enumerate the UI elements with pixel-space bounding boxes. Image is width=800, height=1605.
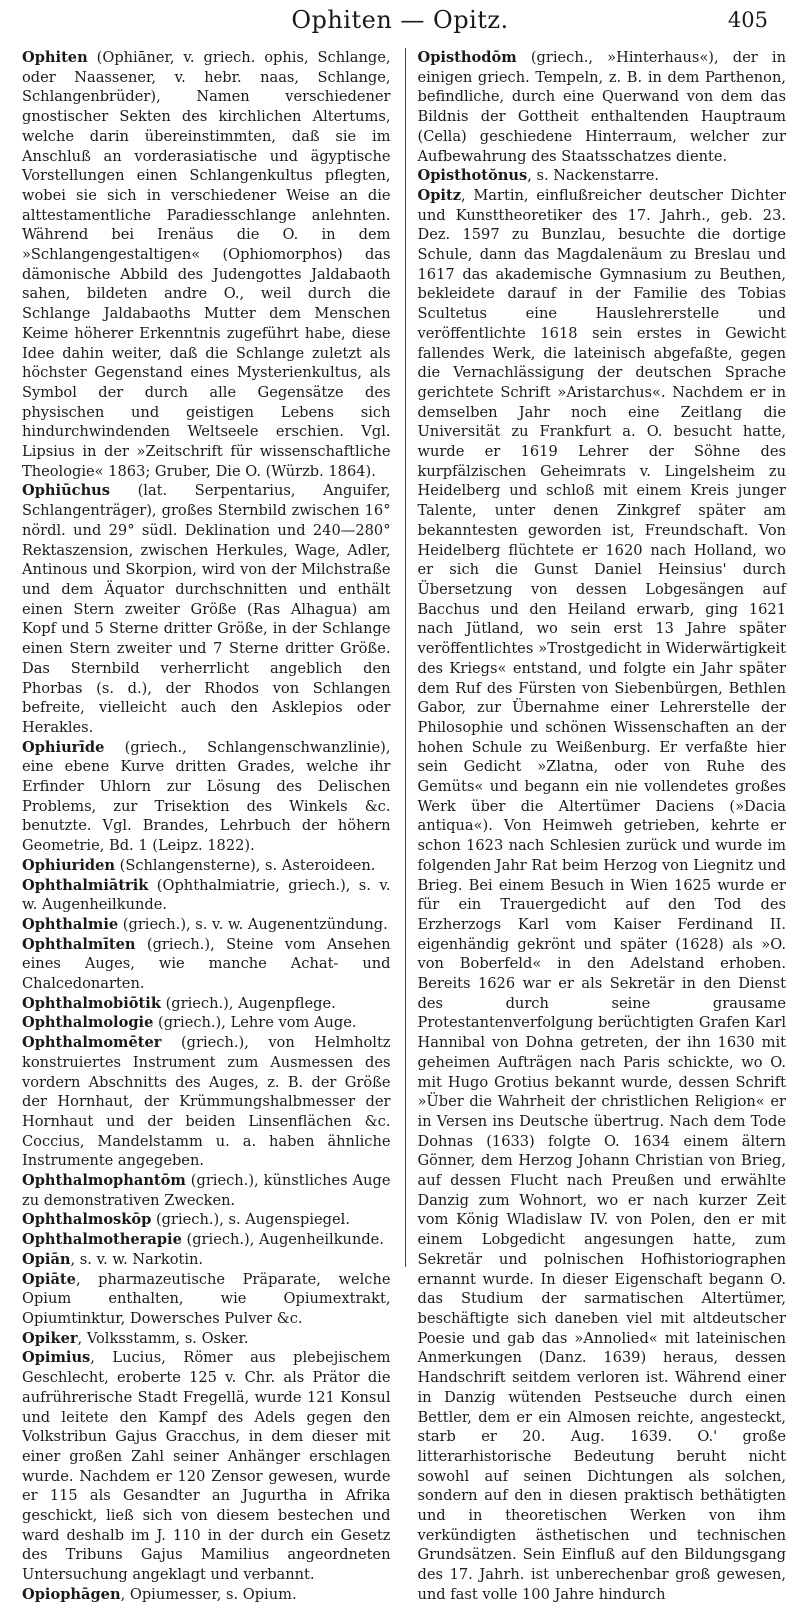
entry-headword: Ophthalmotherapie — [22, 1231, 182, 1249]
entry-headword: Opisthodōm — [417, 49, 517, 66]
entry-headword: Opisthotŏnus — [417, 167, 528, 185]
entry-text: (griech.), s. v. w. Augenentzündung. — [118, 915, 388, 933]
entry-headword: Ophthalmologie — [22, 1014, 154, 1032]
running-title: Ophiten — Opitz. — [291, 6, 509, 34]
entry-headword: Opitz — [417, 186, 461, 204]
entry-text: (Ophiāner, v. griech. ophis, Schlange, oder Naassener, v. hebr. naas, Schlange, Schlangenbrüder), Namen verschiedener gnostischer Sekten des kirchlichen Altertums, welche darin übereinstimmten, daß sie im Anschluß an vorderasiatische und ägyptische Vorstellungen einen Schlangenkultus pflegten, wobei sie sich in verschiedener Weise an die alttestamentliche Paradiesschlange anlehnten. Während bei Irenäus die O. in dem »Schlangengestaltigen« (Ophiomorphos) das dämonische Abbild des Judengottes Jaldabaoth sahen, bildeten andre O., weil durch die Schlange Jaldabaoths Mutter dem Menschen Keime höherer Erkenntnis zugeführt habe, diese Idee dahin weiter, daß die Schlange zuletzt als höchster Gegenstand eines Mysterienkultus, als Symbol der durch alle Gegensätze des physischen und geistigen Lebens sich hindurchwindenden Weltseele erschien. Vgl. Lipsius in der »Zeitschrift für wissenschaftliche Theologie« 1863; Gruber, Die O. (Würzb. 1864). — [22, 49, 391, 480]
dictionary-entry — [22, 48, 391, 481]
entry-text: , s. Nackenstarre. — [527, 167, 660, 185]
dictionary-entry — [22, 1329, 391, 1349]
dictionary-entry — [22, 1270, 391, 1329]
dictionary-entry — [418, 166, 787, 186]
entry-text: (griech.), Lehre vom Auge. — [153, 1014, 357, 1032]
entry-text: (Ophthalmiatrie, griech.), s. v. w. Augenheilkunde. — [22, 876, 391, 914]
entry-headword: Opiophāgen — [22, 1585, 121, 1603]
dictionary-entry — [22, 994, 391, 1014]
entry-headword: Opiāte — [22, 1270, 76, 1288]
entry-headword: Ophthalmophantōm — [22, 1172, 186, 1190]
entry-text: (griech.), s. Augenspiegel. — [151, 1211, 350, 1229]
page-header — [22, 0, 778, 42]
entry-headword: Ophiurīde — [22, 738, 105, 756]
entry-headword: Ophthalmie — [22, 915, 119, 933]
entry-headword: Ophiūchus — [22, 482, 111, 500]
dictionary-entry — [22, 738, 391, 856]
entry-text: , s. v. w. Narkotin. — [70, 1250, 204, 1268]
left-column — [22, 48, 391, 1603]
entry-text: (griech.), von Helmholtz konstruiertes Instrument zum Ausmessen des vordern Abschnitts des Auges, z. B. der Größe der Hornhaut, der Krümmungshalbmesser der Hornhaut und der beiden Linsenflächen &c. Coccius, Mandelstamm u. a. haben ähnliche Instrumente angegeben. — [22, 1034, 391, 1170]
dictionary-entry — [22, 915, 391, 935]
entry-headword: Opiān — [22, 1250, 71, 1268]
entry-headword: Ophthalmiātrik — [22, 876, 149, 894]
entry-headword: Ophthalmīten — [22, 935, 136, 953]
entry-text: , Opiumesser, s. Opium. — [120, 1585, 297, 1603]
dictionary-entry — [418, 48, 787, 166]
entry-headword: Ophthalmobiōtik — [22, 994, 161, 1012]
dictionary-entry — [22, 1171, 391, 1210]
entry-text: (griech.), Augenheilkunde. — [181, 1231, 384, 1249]
two-column-body — [22, 48, 786, 1603]
dictionary-entry — [22, 1250, 391, 1270]
dictionary-entry — [22, 1013, 391, 1033]
entry-text: (griech.), Steine vom Ansehen eines Auges, wie manche Achat- und Chalcedonarten. — [22, 935, 391, 993]
entry-text: (griech.), Augenpflege. — [160, 994, 336, 1012]
entry-text: (griech., Schlangenschwanzlinie), eine ebene Kurve dritten Grades, welche ihr Erfinder Uhlorn zur Lösung des Delischen Problems, zur Trisektion des Winkels &c. benutzte. Vgl. Brandes, Lehrbuch der höhern Geometrie, Bd. 1 (Leipz. 1822). — [22, 738, 391, 855]
entry-text: (lat. Serpentarius, Anguifer, Schlangenträger), großes Sternbild zwischen 16° nördl. und 29° südl. Deklination und 240—280° Rektaszension, zwischen Herkules, Wage, Adler, Antinous und Skorpion, wird von der Milchstraße und dem Äquator durchschnitten und enthält einen Stern zweiter Größe (Ras Alhagua) am Kopf und 5 Sterne dritter Größe, in der Schlange einen Stern zweiter und 7 Sterne dritter Größe. Das Sternbild verherrlicht angeblich den Phorbas (s. d.), der Rhodos von Schlangen befreite, vielleicht auch den Asklepios oder Herakles. — [22, 482, 391, 736]
entry-text: (Schlangensterne), s. Asteroideen. — [115, 856, 376, 874]
dictionary-entry — [22, 1348, 391, 1584]
entry-text: (griech.), künstliches Auge zu demonstrativen Zwecken. — [22, 1172, 391, 1209]
entry-headword: Ophiten — [22, 49, 88, 66]
entry-text: (griech., »Hinterhaus«), der in einigen griech. Tempeln, z. B. in dem Parthenon, befindliche, durch eine Querwand von dem das Bildnis der Gottheit enthaltenden Hauptraum (Cella) geschiedene Hinterraum, welcher zur Aufbewahrung des Staatsschatzes diente. — [417, 49, 786, 165]
dictionary-entry — [22, 935, 391, 994]
dictionary-entry — [22, 1033, 391, 1171]
page-number: 405 — [727, 8, 768, 32]
entry-text: , Volksstamm, s. Osker. — [77, 1329, 249, 1347]
entry-text: , Lucius, Römer aus plebejischem Geschlecht, eroberte 125 v. Chr. als Prätor die aufrührerische Stadt Fregellä, wurde 121 Konsul und leitete den Kampf des Adels gegen den Volkstribun Gajus Gracchus, in dem dieser mit einer großen Zahl seiner Anhänger erschlagen wurde. Nachdem er 120 Zensor gewesen, wurde er 115 als Gesandter an Jugurtha in Afrika geschickt, ließ sich von diesem bestechen und ward deshalb im J. 110 in der durch ein Gesetz des Tribuns Gajus Mamilius angeordneten Untersuchung angeklagt und verbannt. — [22, 1349, 391, 1584]
entry-headword: Ophthalmoskōp — [22, 1211, 152, 1229]
dictionary-entry — [418, 186, 787, 1605]
dictionary-entry — [22, 481, 391, 737]
entry-headword: Ophiuriden — [22, 856, 116, 874]
dictionary-entry — [22, 856, 391, 876]
dictionary-entry — [22, 1230, 391, 1250]
entry-text: , Martin, einflußreicher deutscher Dichter und Kunsttheoretiker des 17. Jahrh., geb. 23. Dez. 1597 zu Bunzlau, besuchte die dortige Schule, dann das Magdalenäum zu Breslau und 1617 das akademische Gymnasium zu Beuthen, bekleidete darauf in der Familie des Tobias Scultetus eine Hauslehrerstelle und veröffentlichte 1618 sein erstes in Gewicht fallendes Werk, die lateinisch abgefaßte, gegen die Vernachlässigung der deutschen Sprache gerichtete Schrift »Aristarchus«. Nachdem er in demselben Jahr noch eine Zeitlang die Universität zu Frankfurt a. O. besucht hatte, wurde er 1619 Lehrer der Söhne des kurpfälzischen Geheimrats v. Lingelsheim zu Heidelberg und schloß mit einem Kreis junger Talente, unter denen Zinkgref später am bekanntesten geworden ist, Freundschaft. Von Heidelberg flüchtete er 1620 nach Holland, wo er sich die Gunst Daniel Heinsius' durch Übersetzung von dessen Lobgesängen auf Bacchus und den Heiland erwarb, ging 1621 nach Jütland, wo sein erst 13 Jahre später veröffentlichtes »Trostgedicht in Widerwärtigkeit des Kriegs« entstand, und folgte ein Jahr später dem Ruf des Fürsten von Siebenbürgen, Bethlen Gabor, zur Übernahme einer Lehrerstelle der Philosophie und schönen Wissenschaften an der hohen Schule zu Weißenburg. Er verfaßte hier sein Gedicht »Zlatna, oder von Ruhe des Gemüts« und begann ein nie vollendetes großes Werk über die Altertümer Daciens (»Dacia antiqua«). Von Heimweh getrieben, kehrte er schon 1623 nach Schlesien zurück und wurde im folgenden Jahr Rat beim Herzog von Liegnitz und Brieg. Bei einem Besuch in Wien 1625 wurde er für ein Trauergedicht auf den Tod des Erzherzogs Karl vom Kaiser Ferdinand II. eigenhändig gekrönt und später (1628) als »O. von Boberfeld« in den Adelstand erhoben. Bereits 1626 war er als Sekretär in den Dienst des durch seine grausame Protestantenverfolgung berüchtigten Grafen Karl Hannibal von Dohna getreten, der ihn 1630 mit geheimen Aufträgen nach Paris schickte, wo O. mit Hugo Grotius bekannt wurde, dessen Schrift »Über die Wahrheit der christlichen Religion« er in Versen ins Deutsche übertrug. Nach dem Tode Dohnas (1633) folgte O. 1634 einem ältern Gönner, dem Herzog Johann Christian von Brieg, auf dessen Flucht nach Preußen und erwählte Danzig zum Wohnort, wo er nach kurzer Zeit vom König Wladislaw IV. von Polen, den er mit einem Lobgedicht angesungen hatte, zum Sekretär und polnischen Hofhistoriographen ernannt wurde. In dieser Eigenschaft begann O. das Studium der sarmatischen Altertümer, beschäftigte sich daneben viel mit altdeutscher Poesie und gab das »Annolied« mit lateinischen Anmerkungen (Danz. 1639) heraus, dessen Handschrift seitdem verloren ist. Während einer in Danzig wütenden Pestseuche durch einen Bettler, dem er ein Almosen reichte, angesteckt, starb er 20. Aug. 1639. O.' große litterarhistorische Bedeutung beruht nicht sowohl auf seinen Dichtungen als solchen, sondern auf den in diesen praktisch bethätigten und in theoretischen Werken von ihm verkündigten ästhetischen und technischen Grundsätzen. Sein Einfluß auf den Bildungsgang des 17. Jahrh. ist unberechenbar groß gewesen, und fast volle 100 Jahre hindurch — [417, 186, 786, 1603]
entry-headword: Ophthalmomēter — [22, 1034, 162, 1052]
dictionary-entry — [22, 1210, 391, 1230]
right-column — [405, 48, 787, 1603]
entry-headword: Opiker — [22, 1329, 78, 1347]
entry-text: , pharmazeutische Präparate, welche Opium enthalten, wie Opiumextrakt, Opiumtinktur, Dowersches Pulver &c. — [22, 1270, 391, 1327]
dictionary-entry — [22, 876, 391, 915]
entry-headword: Opimius — [22, 1349, 91, 1367]
dictionary-entry — [22, 1585, 391, 1605]
